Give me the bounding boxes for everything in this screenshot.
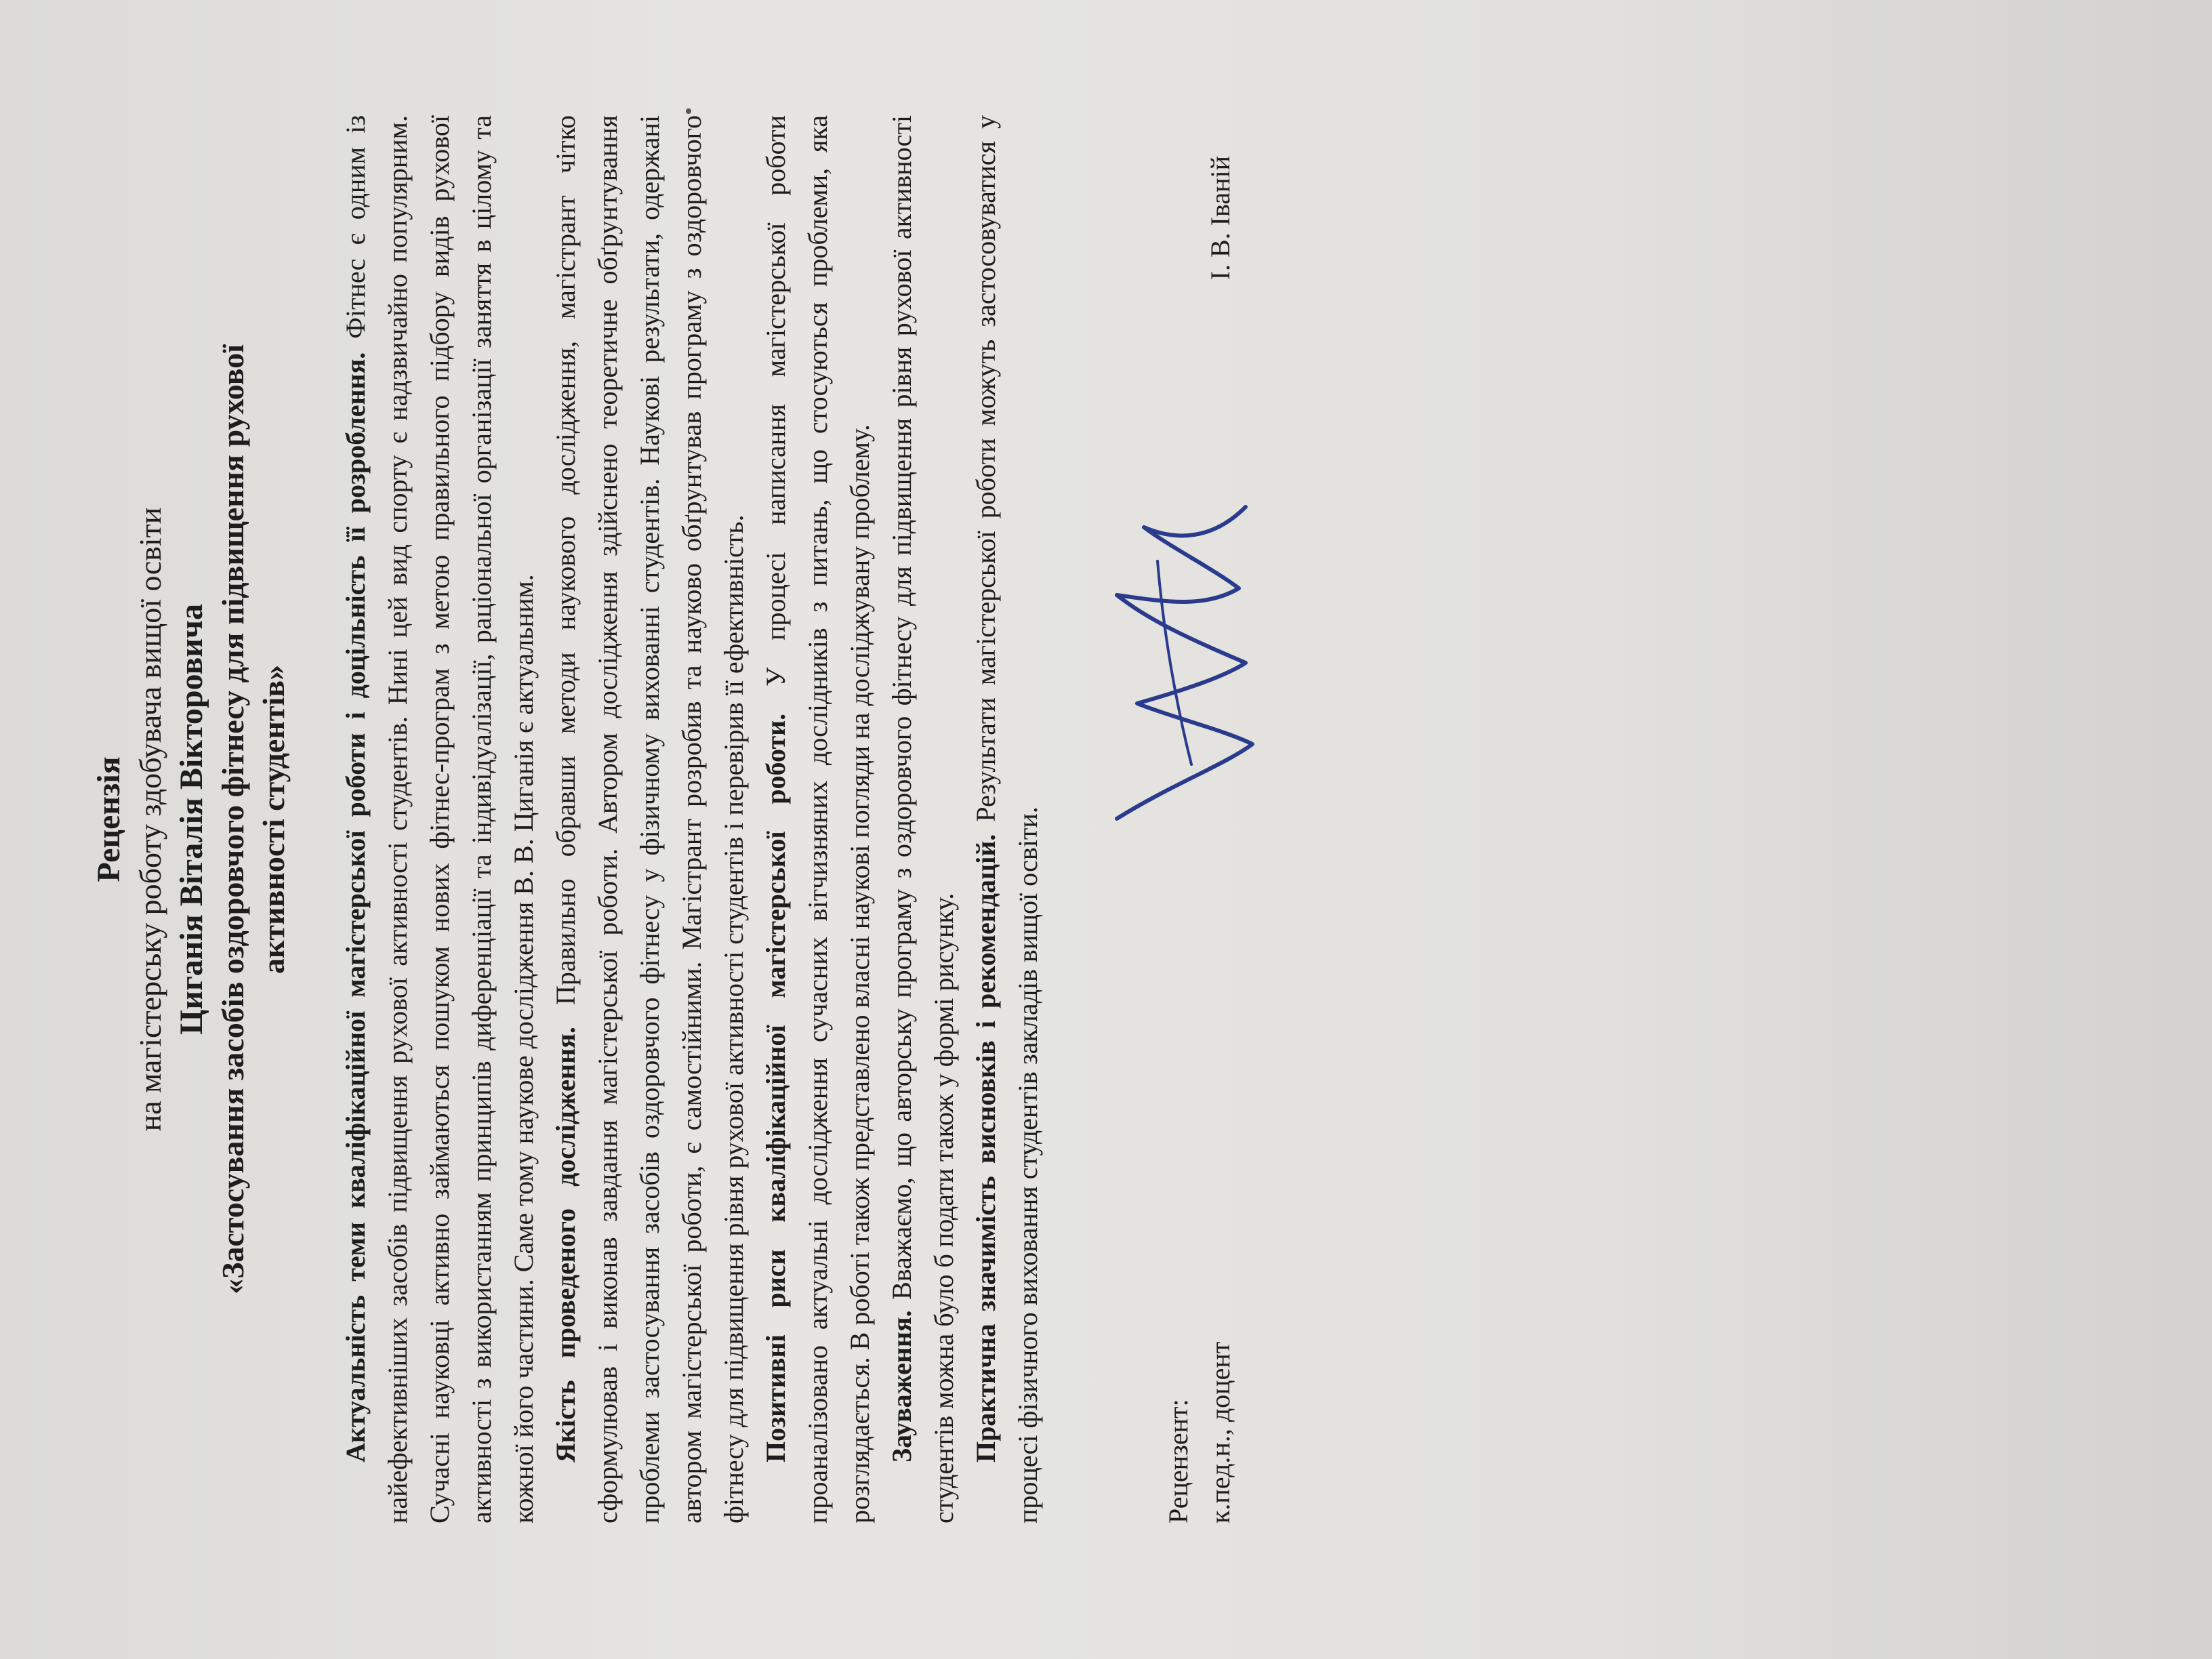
section-quality: [545, 115, 755, 1523]
section-heading: Практична значимість висновків і рекомендацій.: [970, 834, 1001, 1462]
section-text: Вважаємо, що авторську програму з оздоровчого фітнесу для підвищення рівня рухової активності студентів можна було б подати також у формі рисунку.: [886, 115, 959, 1523]
paper-mark: [686, 108, 691, 114]
handwritten-signature: [1090, 493, 1266, 846]
section-remarks: [881, 115, 965, 1523]
thesis-topic-line-2: активності студентів»: [256, 664, 291, 975]
document-title: Рецензія: [91, 756, 127, 882]
student-name: Циганія Віталія Вікторовича: [173, 603, 209, 1036]
section-text: Фітнес є одним із найефективніших засобів підвищення рухової активності студентів. Нині цей вид спорту є надзвичайно популярним. Сучасні науковці активно займаються пошуком нових фітнес-програм з метою правильного підбору видів рухової активності з використанням принципів диференціації та індивідуалізації, раціональної організації заняття в цілому та кожної його частини. Саме тому наукове дослідження В. В. Циганія є актуальним.: [340, 115, 539, 1523]
section-positive: [755, 115, 881, 1523]
section-practical: [965, 115, 1049, 1523]
section-relevance: [335, 115, 545, 1523]
reviewer-label: Рецензент:: [1163, 1399, 1193, 1523]
section-text: Правильно обравши методи наукового дослідження, магістрант чітко сформулював і виконав завдання магістерської роботи. Автором дослідження здійснено теоретичне обґрунтування проблеми застосування засобів оздоровчого фітнесу у фізичному вихованні студентів. Наукові результати, одержані автором магістерської роботи, є самостійними. Магістрант розробив та науково обґрунтував програму з оздоровчого фітнесу для підвищення рівня рухової активності студентів і перевірив її ефективність.: [550, 115, 749, 1523]
section-text: Результати магістерської роботи можуть застосовуватися у процесі фізичного виховання студентів закладів вищої освіти.: [970, 115, 1043, 1523]
section-heading: Актуальність теми кваліфікаційної магістерської роботи і доцільність її розроблення.: [340, 352, 371, 1462]
section-heading: Позитивні риси кваліфікаційної магістерської роботи.: [760, 713, 791, 1462]
section-text: У процесі написання магістерської роботи проаналізовано актуальні дослідження сучасних вітчизняних дослідників з питань, що стосуються проблеми, яка розглядається. В роботі також представлено власні наукові погляди на досліджувану проблему.: [760, 115, 875, 1523]
section-heading: Зауваження.: [886, 1310, 917, 1462]
reviewer-title: к.пед.н., доцент: [1205, 1341, 1235, 1523]
review-body: [335, 115, 1049, 1523]
thesis-topic-line-1: «Застосування засобів оздоровчого фітнесу для підвищення рухової: [216, 344, 250, 1294]
reviewer-name: І. В. Іваній: [1205, 156, 1235, 281]
signature-block: [1130, 115, 1307, 1523]
document-header: [88, 115, 294, 1523]
document-subtitle: на магістерську роботу здобувача вищої освіти: [133, 507, 167, 1132]
section-heading: Якість проведеного дослідження.: [550, 1027, 581, 1462]
